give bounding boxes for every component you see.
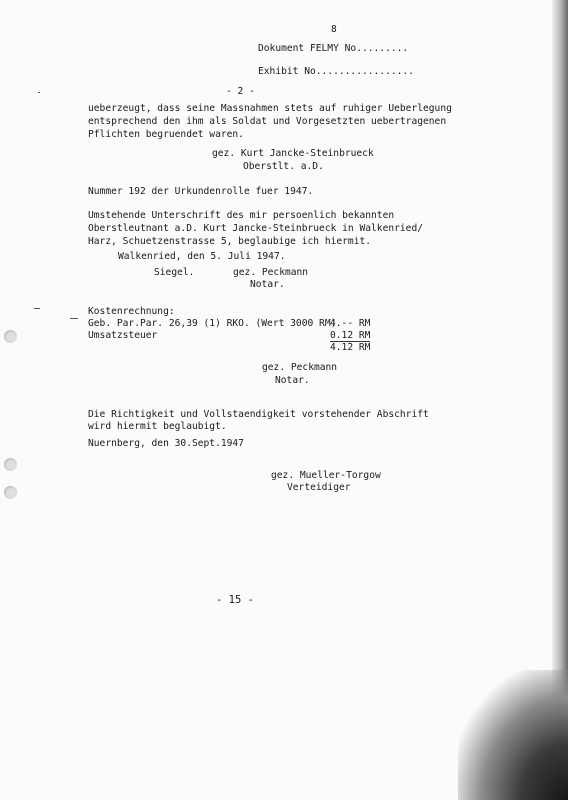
- page-marker: - 2 -: [226, 86, 255, 97]
- certification-line: Die Richtigkeit und Vollstaendigkeit vorstehender Abschrift: [88, 409, 429, 420]
- certification-line: wird hiermit beglaubigt.: [88, 421, 227, 432]
- defender-title: Verteidiger: [287, 482, 351, 493]
- scan-corner-shadow: [458, 670, 568, 800]
- notary-signature-name: gez. Peckmann: [262, 362, 338, 373]
- paragraph-line: entsprechend den ihm als Soldat und Vorgesetzten uebertragenen: [88, 116, 447, 127]
- scan-speck: [70, 318, 78, 319]
- punch-hole: [4, 330, 17, 343]
- notary-title: Notar.: [275, 375, 310, 386]
- page-number: - 15 -: [216, 594, 254, 606]
- cost-line-amount: 4.-- RM: [330, 318, 371, 329]
- cost-total-amount: 4.12 RM: [330, 342, 371, 353]
- document-number-mark: 8: [331, 24, 337, 35]
- signature-name: gez. Kurt Jancke-Steinbrueck: [212, 148, 374, 159]
- place-date: Nuernberg, den 30.Sept.1947: [88, 438, 244, 449]
- seal-label: Siegel.: [154, 267, 195, 278]
- punch-hole: [4, 486, 17, 499]
- scan-speck: [34, 308, 40, 309]
- document-reference: Dokument FELMY No.........: [258, 43, 409, 54]
- paragraph-line: Pflichten begruendet waren.: [88, 129, 244, 140]
- register-line: Nummer 192 der Urkundenrolle fuer 1947.: [88, 186, 314, 197]
- paragraph-line: Harz, Schuetzenstrasse 5, beglaubige ich hiermit.: [88, 236, 372, 247]
- paragraph-line: Umstehende Unterschrift des mir persoenlich bekannten: [88, 210, 395, 221]
- costs-heading: Kostenrechnung:: [88, 306, 175, 317]
- place-date: Walkenried, den 5. Juli 1947.: [118, 251, 286, 262]
- cost-line-amount: 0.12 RM: [330, 330, 371, 341]
- notary-signature-name: gez. Peckmann: [233, 267, 309, 278]
- paragraph-line: Oberstleutnant a.D. Kurt Jancke-Steinbrueck in Walkenried/: [88, 223, 424, 234]
- paragraph-line: ueberzeugt, dass seine Massnahmen stets auf ruhiger Ueberlegung: [88, 103, 452, 114]
- punch-hole: [4, 458, 17, 471]
- signature-rank: Oberstlt. a.D.: [243, 161, 324, 172]
- cost-line-label: Geb. Par.Par. 26,39 (1) RKO. (Wert 3000 RM): [88, 318, 337, 329]
- defender-signature-name: gez. Mueller-Torgow: [271, 470, 381, 481]
- cost-line-label: Umsatzsteuer: [88, 330, 158, 341]
- notary-title: Notar.: [250, 279, 285, 290]
- scan-speck: [38, 92, 40, 93]
- exhibit-reference: Exhibit No.................: [258, 66, 414, 77]
